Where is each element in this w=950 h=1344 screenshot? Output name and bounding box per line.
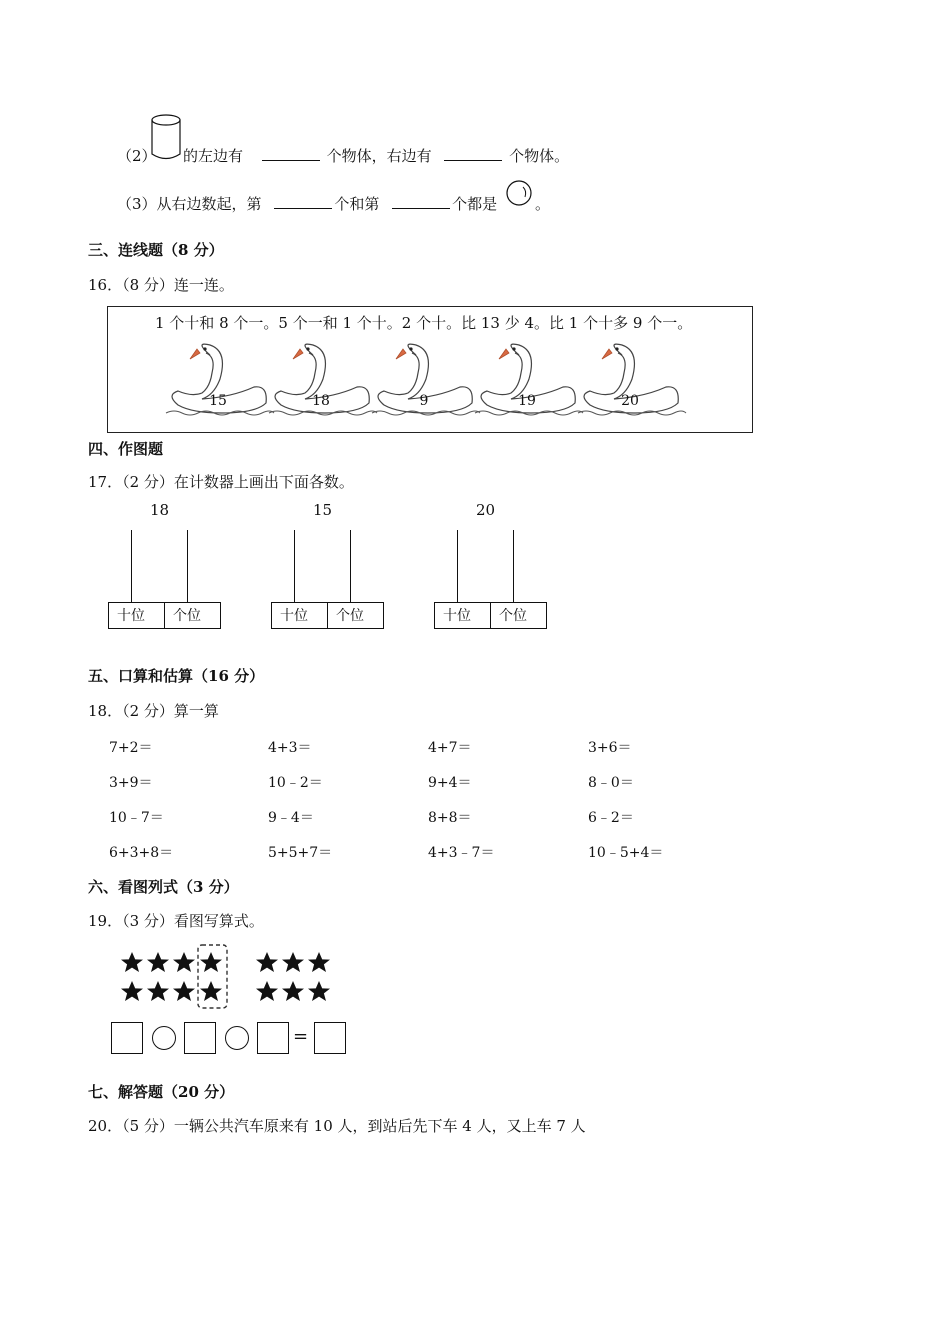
answer-blank[interactable] [444,146,502,161]
abacus-rod-tens[interactable] [457,530,458,602]
answer-box[interactable] [184,1022,216,1054]
section-4-title: 四、作图题 [88,440,164,458]
answer-blank[interactable] [274,194,332,209]
star-figure [118,942,338,1010]
q15-part3-text-c: 个都是 [452,195,498,213]
operator-circle[interactable] [225,1026,249,1050]
abacus-number: 20 [476,501,496,519]
abacus-ones-label: 个位 [173,608,201,624]
abacus-ones-label: 个位 [336,608,364,624]
q20-prompt: 20．（5 分）一辆公共汽车原来有 10 人，到站后先下车 4 人，又上车 7 人 [88,1117,586,1135]
abacus-number: 15 [313,501,333,519]
q15-part3-end: 。 [535,195,551,213]
swan-19[interactable] [475,344,583,415]
q19-prompt: 19．（3 分）看图写算式。 [88,912,264,930]
expression: 4+3﹣7＝ [428,845,495,861]
abacus-rod-ones[interactable] [513,530,514,602]
operator-circle[interactable] [152,1026,176,1050]
expression: 8+8＝ [428,810,472,826]
swan-15[interactable] [166,344,274,415]
q15-part3-index: （3） [117,195,157,213]
section-6-title: 六、看图列式（3 分） [88,878,239,896]
ball-icon [504,178,534,208]
answer-blank[interactable] [262,146,320,161]
expression: 10﹣7＝ [109,810,164,826]
abacus-divider [164,602,165,629]
answer-box[interactable] [314,1022,346,1054]
section-7-title: 七、解答题（20 分） [88,1083,235,1101]
expression: 8﹣0＝ [588,775,634,791]
abacus-rod-ones[interactable] [187,530,188,602]
dashed-selection-box [198,945,227,1008]
expression: 7+2＝ [109,740,153,756]
expression: 3+9＝ [109,775,153,791]
q16-prompt: 16．（8 分）连一连。 [88,276,234,294]
equals-sign: = [293,1026,309,1047]
q15-part2-index: （2） [117,147,157,165]
swan-number: 19 [518,393,536,409]
q15-part3-text-b: 个和第 [334,195,380,213]
q16-descriptions: 1 个十和 8 个一。5 个一和 1 个十。2 个十。比 13 少 4。比 1 个十多 9 个一。 [155,314,693,332]
q15-part2-text-c: 个物体。 [509,147,570,165]
expression: 4+7＝ [428,740,472,756]
swan-18[interactable] [269,344,377,415]
abacus-tens-label: 十位 [117,608,145,624]
star-group-right [256,952,330,1001]
q15-part2-line [183,145,569,166]
section-5-title: 五、口算和估算（16 分） [88,667,265,685]
expression: 3+6＝ [588,740,632,756]
abacus-number: 18 [150,501,170,519]
expression: 6﹣2＝ [588,810,634,826]
answer-box[interactable] [111,1022,143,1054]
expression: 5+5+7＝ [268,845,333,861]
q15-part2-text-a: 的左边有 [183,147,244,165]
q15-part3-text-a: 从右边数起，第 [156,195,262,213]
section-3-title: 三、连线题（8 分） [88,241,224,259]
q17-prompt: 17．（2 分）在计数器上画出下面各数。 [88,473,354,491]
expression: 10﹣5+4＝ [588,845,664,861]
answer-box[interactable] [257,1022,289,1054]
star-group-left [121,952,222,1001]
swan-row [108,307,752,432]
expression: 9+4＝ [428,775,472,791]
swan-number: 18 [312,393,330,409]
answer-blank[interactable] [392,194,450,209]
abacus-divider [327,602,328,629]
expression: 4+3＝ [268,740,312,756]
abacus-divider [490,602,491,629]
abacus-rod-ones[interactable] [350,530,351,602]
expression: 9﹣4＝ [268,810,314,826]
abacus-rod-tens[interactable] [294,530,295,602]
cylinder-icon [150,113,184,163]
swan-number: 15 [209,393,227,409]
abacus-tens-label: 十位 [280,608,308,624]
abacus-ones-label: 个位 [499,608,527,624]
swan-number: 20 [621,393,639,409]
expression: 6+3+8＝ [109,845,174,861]
q18-prompt: 18．（2 分）算一算 [88,702,219,720]
swan-9[interactable] [372,344,480,415]
q15-part2-text-b: 个物体，右边有 [326,147,432,165]
swan-number: 9 [419,393,429,409]
expression: 10﹣2＝ [268,775,323,791]
abacus-rod-tens[interactable] [131,530,132,602]
swan-20[interactable] [578,344,686,415]
abacus-tens-label: 十位 [443,608,471,624]
q16-box [107,306,753,433]
q15-part3 [117,193,497,214]
